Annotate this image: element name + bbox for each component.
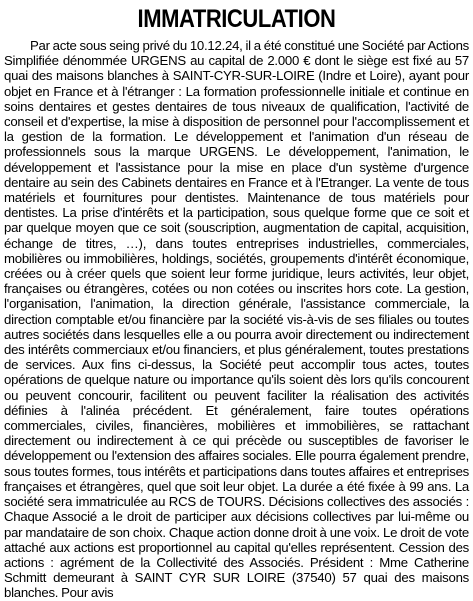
notice-title: IMMATRICULATION (137, 5, 336, 33)
notice-body: Par acte sous seing privé du 10.12.24, il a été constitué une Société par Actions Simplifiée dénommée URGENS au capital de 2.000 € dont le siège est fixé au 57 quai des maisons blanches à SAINT-CYR-SUR-LOIRE (Indre et Loire), ayant pour objet en France et à l'étranger : La formation professionnelle initiale et continue en soins dentaires et gestes dentaires de tous niveaux de qualification, l'activité de conseil et d'expertise, la mise à disposition de personnel pour l'accomplissement et la gestion de la formation. Le développement et l'animation d'un réseau de professionnels sous la marque URGENS. Le développement, l'animation, le développement et l'assistance pour la mise en place d'un système d'urgence dentaire au sein des Cabinets dentaires en France et à l'Etranger. La vente de tous matériels et fournitures pour dentistes. Maintenance de tous matériels pour dentistes. La prise d'intérêts et la participation, sous quelque forme que ce soit et par quelque moyen que ce soit (souscription, augmentation de capital, acquisition, échange de titres, …), dans toutes entreprises industrielles, commerciales, mobilières ou immobilières, holdings, sociétés, groupements d'intérêt économique, créées ou à créer quels que soient leur forme juridique, leurs activités, leur objet, françaises ou étrangères, cotées ou non cotées ou inscrites hors cote. La gestion, l'organisation, l'animation, la direction générale, l'assistance commerciale, la direction comptable et/ou financière par la société vis-à-vis de ses filiales ou toutes autres sociétés dans lesquelles elle a ou pourra avoir directement ou indirectement des intérêts commerciaux et/ou financiers, et plus généralement, toutes prestations de services. Aux fins ci-dessus, la Société peut accomplir tous actes, toutes opérations de quelque nature ou importance qu'ils soient dès lors qu'ils concourent ou peuvent concourir, facilitent ou peuvent faciliter la réalisation des activités définies à l'alinéa précédent. Et généralement, faire toutes opérations commerciales, civiles, financières, mobilières et immobilières, se rattachant directement ou indirectement à ce qui précède ou susceptibles de favoriser le développement ou l'extension des affaires sociales. Elle pourra également prendre, sous toutes formes, tous intérêts et participations dans toutes affaires et entreprises françaises et étrangères, quel que soit leur objet. La durée a été fixée à 99 ans. La société sera immatriculée au RCS de TOURS. Décisions collectives des associés : Chaque Associé a le droit de participer aux décisions collectives par lui-même ou par mandataire de son choix. Chaque action donne droit à une voix. Le droit de vote attaché aux actions est proportionnel au capital qu'elles représentent. Cession des actions : agrément de la Collectivité des Associés. Président : Mme Catherine Schmitt demeurant à SAINT CYR SUR LOIRE (37540) 57 quai des maisons blanches. Pour avis (4, 38, 469, 601)
